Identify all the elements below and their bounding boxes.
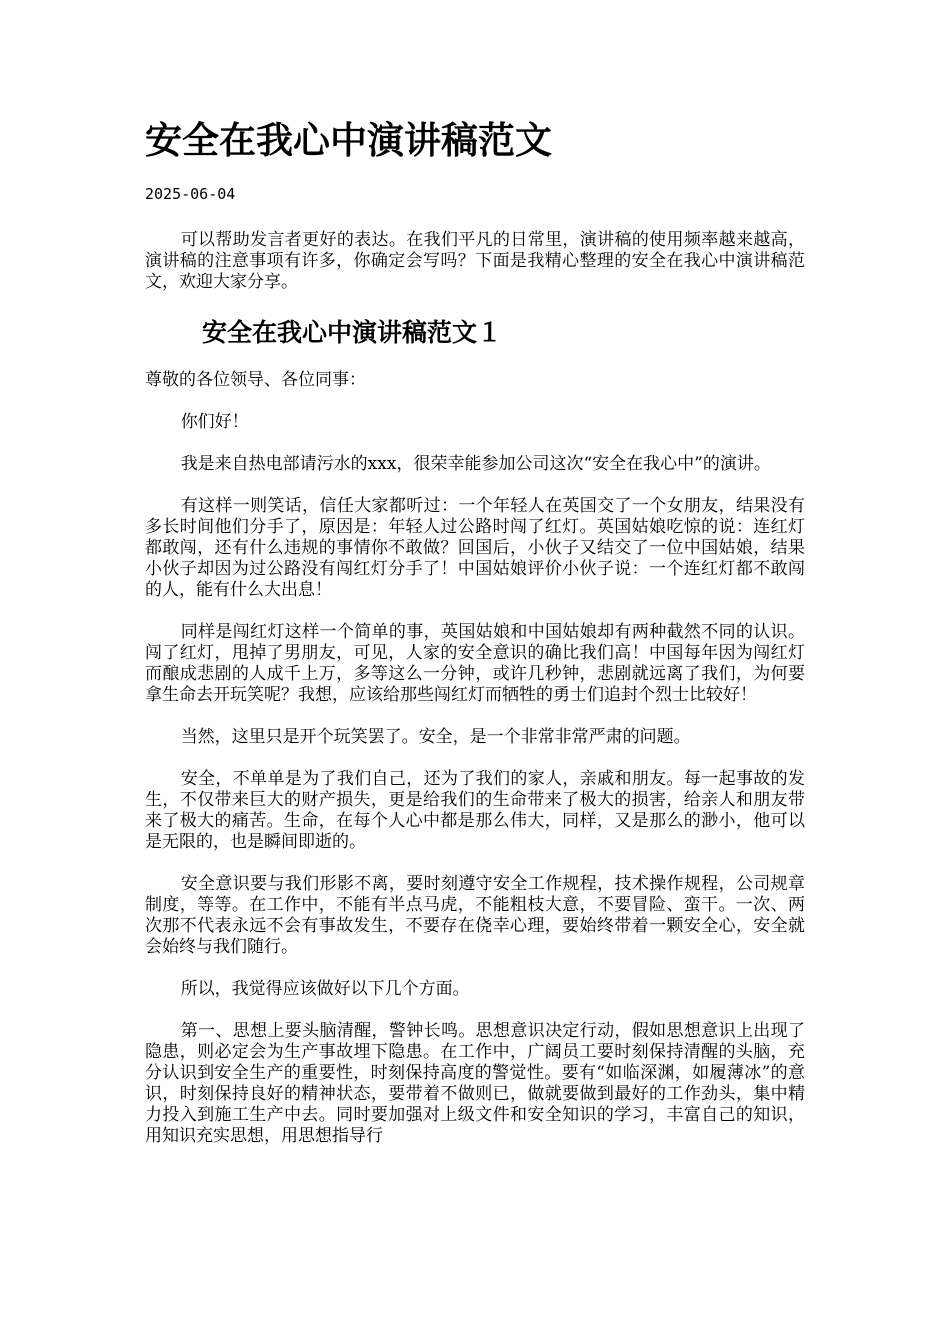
page-title: 安全在我心中演讲稿范文 bbox=[145, 118, 552, 162]
body-paragraph: 当然，这里只是开个玩笑罢了。安全，是一个非常非常严肃的问题。 bbox=[180, 727, 691, 747]
body-paragraph: 我是来自热电部请污水的xxx，很荣幸能参加公司这次“安全在我心中”的演讲。 bbox=[180, 454, 771, 474]
body-paragraph: 你们好！ bbox=[180, 412, 249, 432]
body-paragraph: 有这样一则笑话，信任大家都听过：一个年轻人在英国交了一个女朋友，结果没有多长时间他们分手了，原因是：年轻人过公路时闯了红灯。英国姑娘吃惊的说：连红灯都敢闯，还有什么违规的事情你不敢做？回国后，小伙子又结交了一位中国姑娘，结果小伙子却因为过公路没有闯红灯分手了！中国姑娘评价小伙子说：一个连红灯都不敢闯的人，能有什么大出息！ bbox=[145, 496, 805, 600]
intro-block bbox=[145, 230, 805, 314]
body-paragraph: 同样是闯红灯这样一个简单的事，英国姑娘和中国姑娘却有两种截然不同的认识。闯了红灯，甩掉了男朋友，可见，人家的安全意识的确比我们高！中国每年因为闯红灯而酿成悲剧的人成千上万，多等这么一分钟，或许几秒钟，悲剧就远离了我们，为何要拿生命去开玩笑呢？我想，应该给那些闯红灯而牺牲的勇士们追封个烈士比较好！ bbox=[145, 622, 805, 705]
salutation: 尊敬的各位领导、各位同事： bbox=[145, 370, 366, 390]
body-paragraph: 安全意识要与我们形影不离，要时刻遵守安全工作规程，技术操作规程，公司规章制度，等等。在工作中，不能有半点马虎，不能粗枝大意，不要冒险、蛮干。一次、两次那不代表永远不会有事故发生，不要存在侥幸心理，要始终带着一颗安全心，安全就会始终与我们随行。 bbox=[145, 874, 805, 957]
body-paragraph: 所以，我觉得应该做好以下几个方面。 bbox=[180, 979, 470, 999]
body-paragraph: 第一、思想上要头脑清醒，警钟长鸣。思想意识决定行动，假如思想意识上出现了隐患，则必定会为生产事故埋下隐患。在工作中，广阔员工要时刻保持清醒的头脑，充分认识到安全生产的重要性，时刻保持高度的警觉性。要有“如临深渊，如履薄冰”的意识，时刻保持良好的精神状态，要带着不做则已，做就要做到最好的工作劲头，集中精力投入到施工生产中去。同时要加强对上级文件和安全知识的学习，丰富自己的知识，用知识充实思想，用思想指导行 bbox=[145, 1021, 805, 1146]
section-title: 安全在我心中演讲稿范文１ bbox=[202, 318, 503, 347]
body-paragraph: 安全，不单单是为了我们自己，还为了我们的家人，亲戚和朋友。每一起事故的发生，不仅带来巨大的财产损失，更是给我们的生命带来了极大的损害，给亲人和朋友带来了极大的痛苦。生命，在每个人心中都是那么伟大，同样，又是那么的渺小，他可以是无限的，也是瞬间即逝的。 bbox=[145, 769, 805, 852]
publish-date: 2025-06-04 bbox=[145, 185, 236, 203]
intro-paragraph: 可以帮助发言者更好的表达。在我们平凡的日常里，演讲稿的使用频率越来越高，演讲稿的注意事项有许多，你确定会写吗？下面是我精心整理的安全在我心中演讲稿范文，欢迎大家分享。 bbox=[145, 230, 805, 292]
speech-body bbox=[145, 370, 805, 1168]
